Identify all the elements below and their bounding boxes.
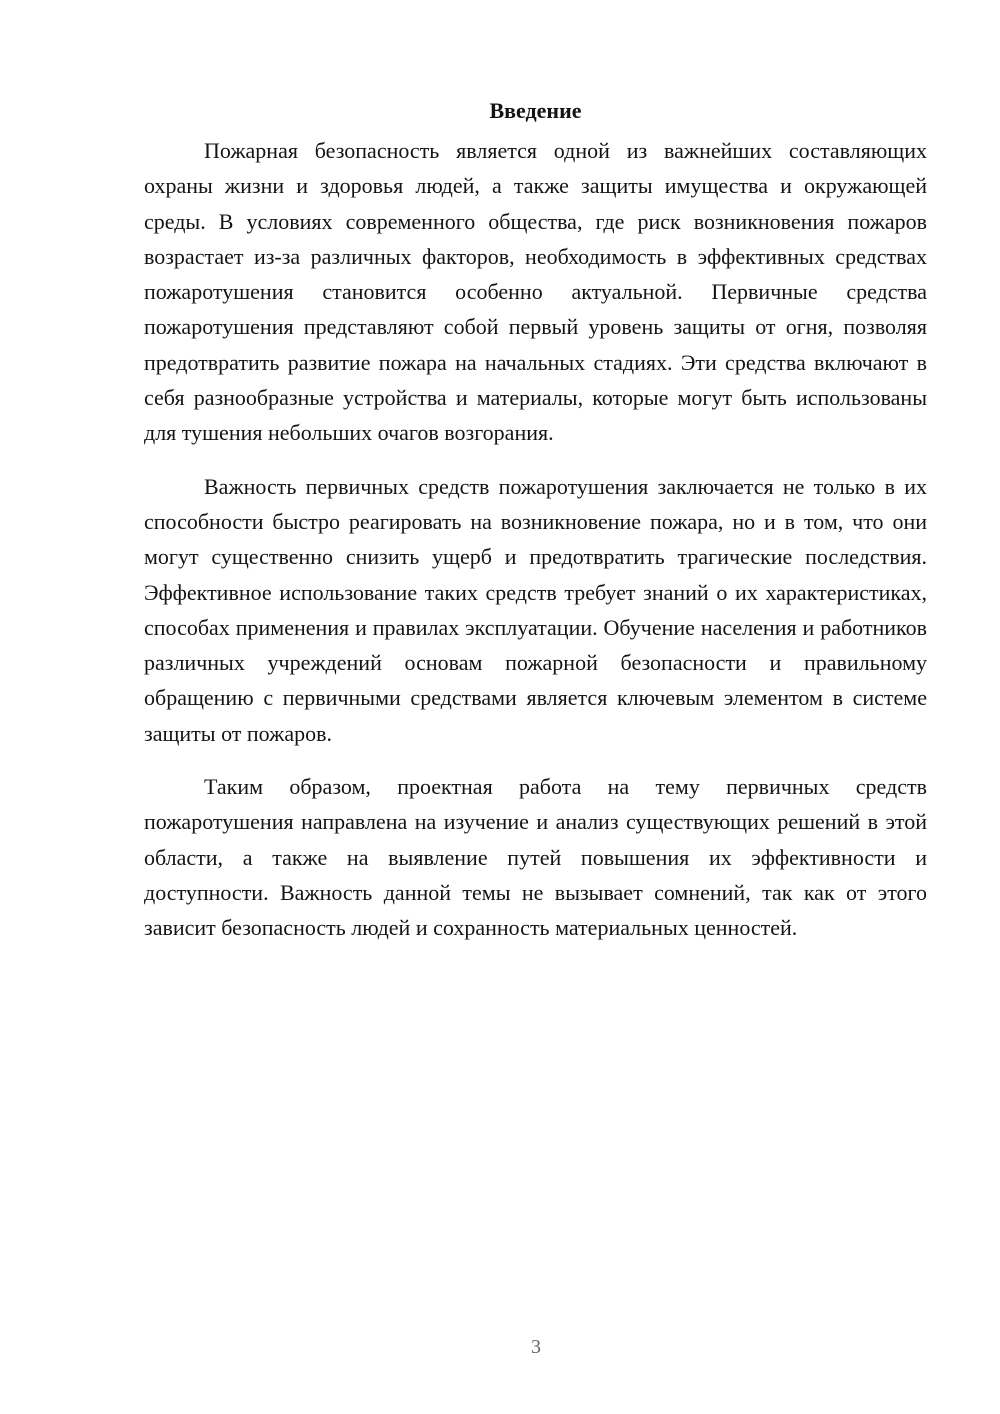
paragraph-conclusion: Таким образом, проектная работа на тему первичных средств пожаротушения направлена на изучение и анализ существующих решений в этой области, а также на выявление путей повышения их эффективности и доступности. Важность данной темы не вызывает сомнений, так как от этого зависит безопасность людей и сохранность материальных ценностей.	[144, 774, 927, 941]
paragraph-intro: Пожарная безопасность является одной из важнейших составляющих охраны жизни и здоровья людей, а также защиты имущества и окружающей среды. В условиях современного общества, где риск возникновения пожаров возрастает из-за различных факторов, необходимость в эффективных средствах пожаротушения становится особенно актуальной. Первичные средства пожаротушения представляют собой первый уровень защиты от огня, позволяя предотвратить развитие пожара на начальных стадиях. Эти средства включают в себя разнообразные устройства и материалы, которые могут быть использованы для тушения небольших очагов возгорания.	[144, 138, 927, 446]
page-content	[144, 96, 927, 946]
page-number: 3	[531, 1336, 541, 1358]
paragraph-importance: Важность первичных средств пожаротушения заключается не только в их способности быстро реагировать на возникновение пожара, но и в том, что они могут существенно снизить ущерб и предотвратить трагические последствия. Эффективное использование таких средств требует знаний о их характеристиках, способах применения и правилах эксплуатации. Обучение населения и работников различных учреждений основам пожарной безопасности и правильному обращению с первичными средствами является ключевым элементом в системе защиты от пожаров.	[144, 473, 927, 746]
section-title: Введение	[489, 98, 582, 123]
